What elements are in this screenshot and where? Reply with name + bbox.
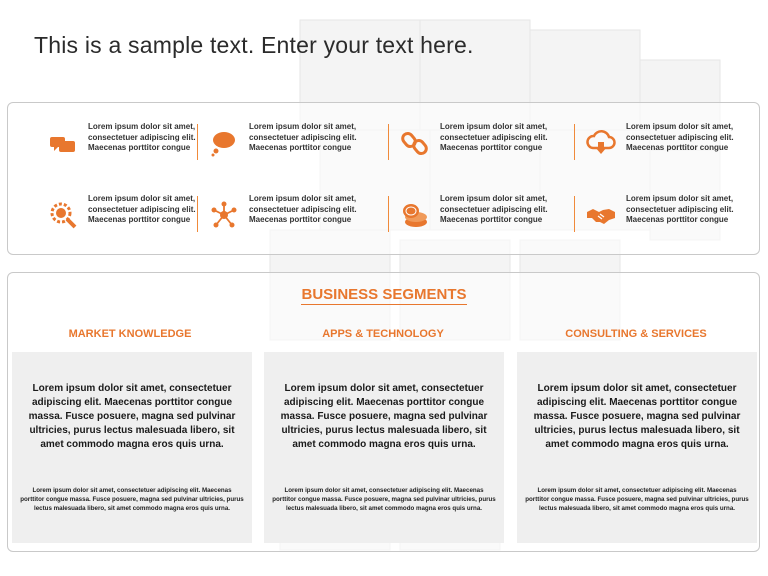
magnifier-gear-icon — [48, 200, 78, 230]
feature-divider — [388, 124, 389, 160]
column-heading-apps-technology: APPS & TECHNOLOGY — [322, 328, 444, 340]
segment-box-market-knowledge — [12, 352, 252, 543]
chain-link-icon — [400, 128, 430, 158]
segment-main-text: Lorem ipsum dolor sit amet, consectetuer adipiscing elit. Maecenas porttitor congue massa. Fusce posuere, magna sed pulvinar ultricies, purus lectus malesuada libero, sit amet commodo magna eros quis urna. — [28, 383, 236, 450]
feature-text: Lorem ipsum dolor sit amet, consectetuer adipiscing elit. Maecenas porttitor congue — [249, 194, 357, 224]
feature-text: Lorem ipsum dolor sit amet, consectetuer adipiscing elit. Maecenas porttitor congue — [440, 122, 548, 152]
coin-stack-icon — [400, 200, 430, 230]
feature-item-3 — [400, 122, 570, 170]
feature-text: Lorem ipsum dolor sit amet, consectetuer adipiscing elit. Maecenas porttitor congue — [88, 122, 196, 152]
feature-item-1 — [48, 122, 218, 170]
column-heading-market-knowledge: MARKET KNOWLEDGE — [68, 328, 192, 340]
feature-divider — [388, 196, 389, 232]
feature-text: Lorem ipsum dolor sit amet, consectetuer adipiscing elit. Maecenas porttitor congue — [88, 194, 196, 224]
segment-small-text: Lorem ipsum dolor sit amet, consectetuer adipiscing elit. Maecenas porttitor congue massa. Fusce posuere, magna sed pulvinar ultricies, purus lectus malesuada libero, sit amet commodo magna eros quis urna. — [272, 487, 496, 512]
feature-item-2 — [209, 122, 379, 170]
feature-text: Lorem ipsum dolor sit amet, consectetuer adipiscing elit. Maecenas porttitor congue — [626, 194, 734, 224]
chat-bubbles-icon — [48, 128, 78, 158]
feature-item-5 — [48, 194, 218, 242]
feature-divider — [197, 196, 198, 232]
feature-item-6 — [209, 194, 379, 242]
handshake-icon — [586, 200, 616, 230]
segments-title — [0, 286, 768, 303]
segments-title-text: BUSINESS SEGMENTS — [301, 286, 467, 303]
segment-main-text: Lorem ipsum dolor sit amet, consectetuer adipiscing elit. Maecenas porttitor congue massa. Fusce posuere, magna sed pulvinar ultricies, purus lectus malesuada libero, sit amet commodo magna eros quis urna. — [280, 383, 488, 450]
feature-item-8 — [586, 194, 756, 242]
feature-item-7 — [400, 194, 570, 242]
feature-text: Lorem ipsum dolor sit amet, consectetuer adipiscing elit. Maecenas porttitor congue — [249, 122, 357, 152]
cloud-download-icon — [586, 128, 616, 158]
feature-divider — [197, 124, 198, 160]
segment-box-consulting-services — [517, 352, 757, 543]
feature-item-4 — [586, 122, 756, 170]
segment-box-apps-technology — [264, 352, 504, 543]
network-nodes-icon — [209, 200, 239, 230]
segment-small-text: Lorem ipsum dolor sit amet, consectetuer adipiscing elit. Maecenas porttitor congue massa. Fusce posuere, magna sed pulvinar ultricies, purus lectus malesuada libero, sit amet commodo magna eros quis urna. — [20, 487, 244, 512]
feature-divider — [574, 196, 575, 232]
page-headline: This is a sample text. Enter your text here. — [34, 32, 474, 58]
segment-small-text: Lorem ipsum dolor sit amet, consectetuer adipiscing elit. Maecenas porttitor congue massa. Fusce posuere, magna sed pulvinar ultricies, purus lectus malesuada libero, sit amet commodo magna eros quis urna. — [525, 487, 749, 512]
feature-divider — [574, 124, 575, 160]
feature-text: Lorem ipsum dolor sit amet, consectetuer adipiscing elit. Maecenas porttitor congue — [626, 122, 734, 152]
feature-text: Lorem ipsum dolor sit amet, consectetuer adipiscing elit. Maecenas porttitor congue — [440, 194, 548, 224]
thought-cloud-icon — [209, 128, 239, 158]
segment-main-text: Lorem ipsum dolor sit amet, consectetuer adipiscing elit. Maecenas porttitor congue massa. Fusce posuere, magna sed pulvinar ultricies, purus lectus malesuada libero, sit amet commodo magna eros quis urna. — [533, 383, 741, 450]
column-heading-consulting-services: CONSULTING & SERVICES — [565, 328, 707, 340]
